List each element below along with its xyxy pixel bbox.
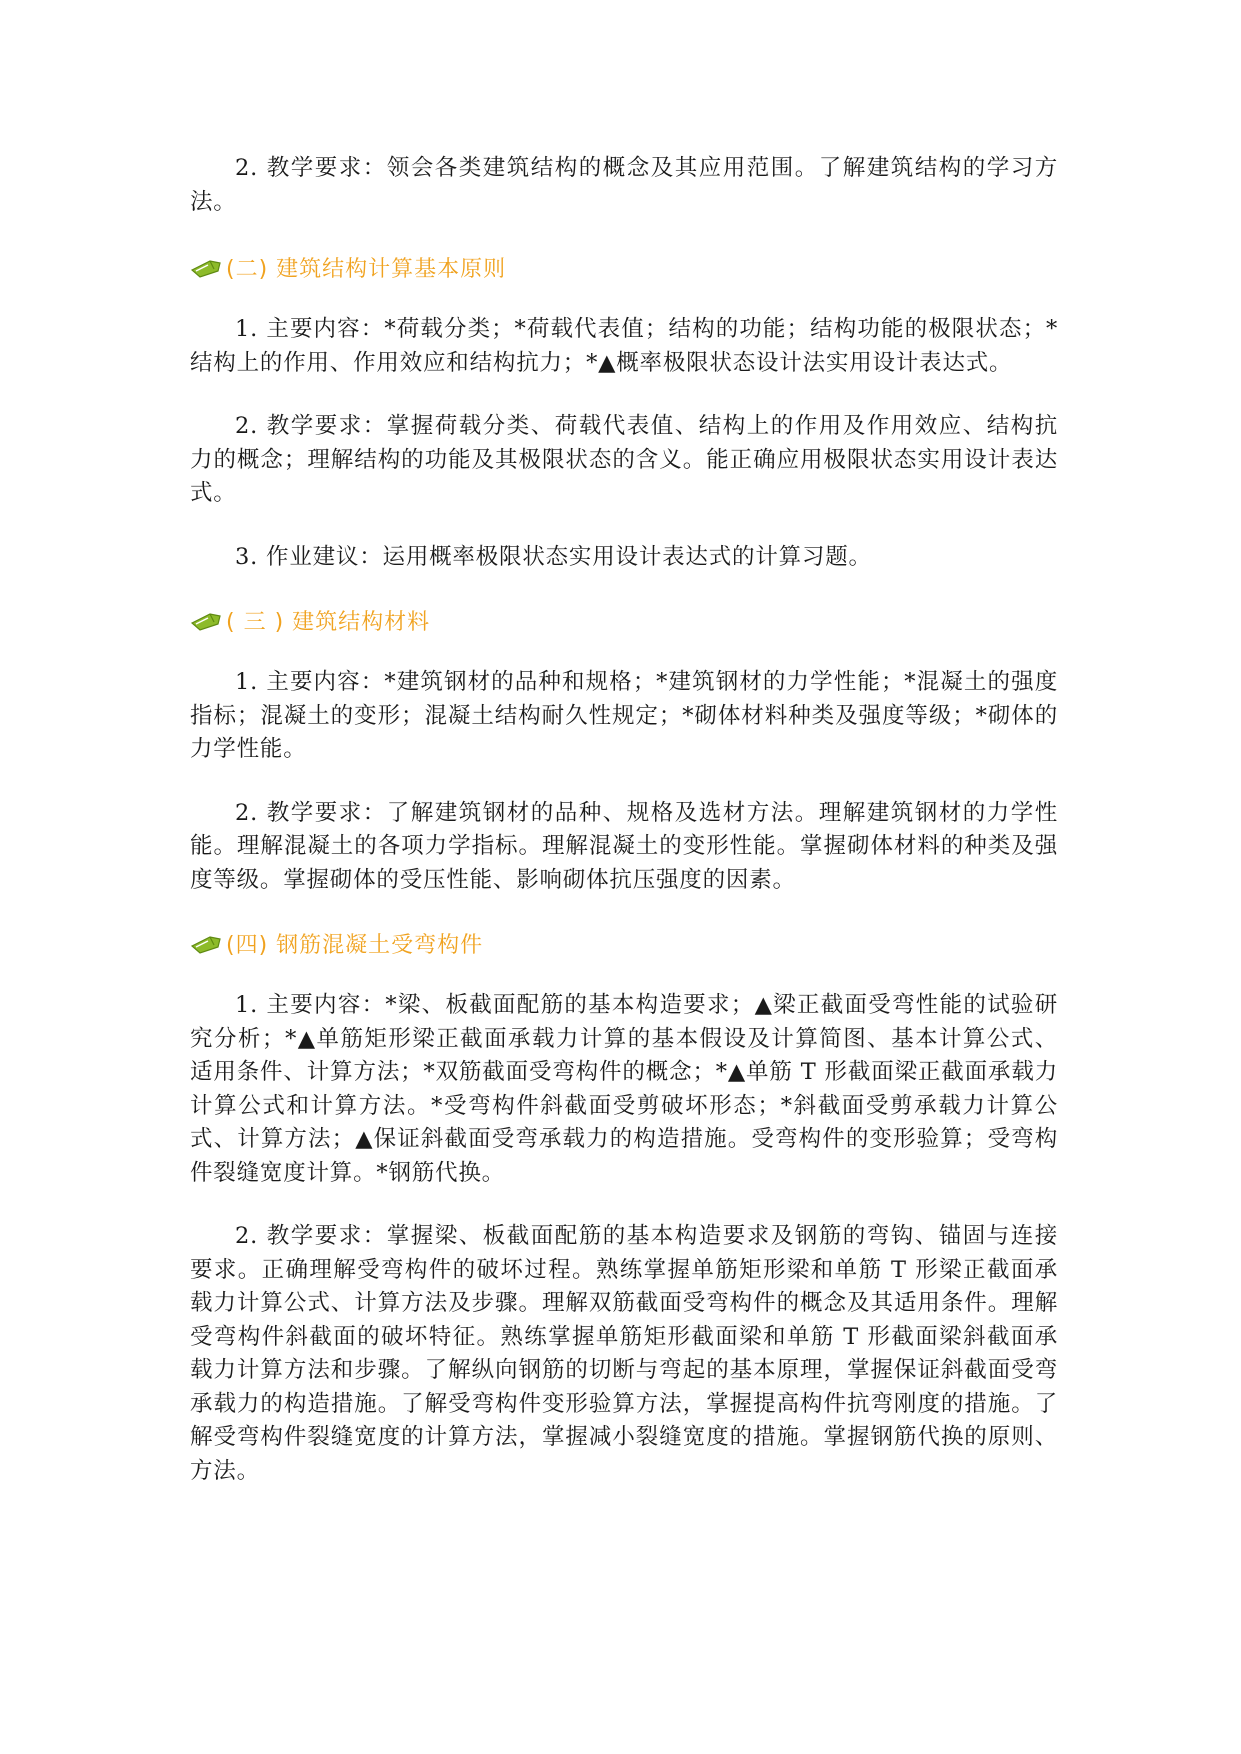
section-heading-2-text: (二) 建筑结构计算基本原则 bbox=[226, 257, 507, 282]
paragraph-s4-teaching-requirements: 2. 教学要求：掌握梁、板截面配筋的基本构造要求及钢筋的弯钩、锚固与连接要求。正确理解受弯构件的破坏过程。熟练掌握单筋矩形梁和单筋 T 形梁正截面承载力计算公式、计算方法及步骤。理解双筋截面受弯构件的概念及其适用条件。理解受弯构件斜截面的破坏特征。熟练掌握单筋矩形截面梁和单筋 T 形截面梁斜截面承载力计算方法和步骤。了解纵向钢筋的切断与弯起的基本原理，掌握保证斜截面受弯承载力的构造措施。了解受弯构件变形验算方法，掌握提高构件抗弯刚度的措施。了解受弯构件裂缝宽度的计算方法，掌握减小裂缝宽度的措施。掌握钢筋代换的原则、方法。 bbox=[190, 1223, 1058, 1484]
paragraph-s2-main-content: 1. 主要内容：*荷载分类；*荷载代表值；结构的功能；结构功能的极限状态；*结构上的作用、作用效应和结构抗力；*▲概率极限状态设计法实用设计表达式。 bbox=[190, 316, 1058, 376]
paragraph-s2-teaching-requirements: 2. 教学要求：掌握荷载分类、荷载代表值、结构上的作用及作用效应、结构抗力的概念；理解结构的功能及其极限状态的含义。能正确应用极限状态实用设计表达式。 bbox=[190, 413, 1058, 506]
document-page bbox=[190, 152, 1058, 1488]
paragraph-s4-main-content: 1. 主要内容：*梁、板截面配筋的基本构造要求；▲梁正截面受弯性能的试验研究分析；*▲单筋矩形梁正截面承载力计算的基本假设及计算简图、基本计算公式、适用条件、计算方法；*双筋截面受弯构件的概念；*▲单筋 T 形截面梁正截面承载力计算公式和计算方法。*受弯构件斜截面受剪破坏形态；*斜截面受剪承载力计算公式、计算方法；▲保证斜截面受弯承载力的构造措施。受弯构件的变形验算；受弯构件裂缝宽度计算。*钢筋代换。 bbox=[190, 992, 1058, 1186]
paragraph-s3-main-content: 1. 主要内容：*建筑钢材的品种和规格；*建筑钢材的力学性能；*混凝土的强度指标；混凝土的变形；混凝土结构耐久性规定；*砌体材料种类及强度等级；*砌体的力学性能。 bbox=[190, 669, 1058, 762]
section-heading-3 bbox=[190, 604, 1058, 637]
section-heading-3-text: ( 三 ) 建筑结构材料 bbox=[226, 610, 431, 635]
green-arrow-pencil-icon bbox=[190, 257, 224, 279]
section-heading-4-text: (四) 钢筋混凝土受弯构件 bbox=[226, 933, 484, 958]
paragraph-s2-homework: 3. 作业建议：运用概率极限状态实用设计表达式的计算习题。 bbox=[235, 543, 872, 570]
section-heading-4 bbox=[190, 927, 1058, 960]
paragraph-s3-teaching-requirements: 2. 教学要求：了解建筑钢材的品种、规格及选材方法。理解建筑钢材的力学性能。理解混凝土的各项力学指标。理解混凝土的变形性能。掌握砌体材料的种类及强度等级。掌握砌体的受压性能、影响砌体抗压强度的因素。 bbox=[190, 799, 1058, 893]
green-arrow-pencil-icon bbox=[190, 933, 224, 955]
green-arrow-pencil-icon bbox=[190, 610, 224, 632]
section-heading-2 bbox=[190, 251, 1058, 284]
paragraph-s1-teaching-requirements: 2. 教学要求：领会各类建筑结构的概念及其应用范围。了解建筑结构的学习方法。 bbox=[190, 155, 1058, 215]
